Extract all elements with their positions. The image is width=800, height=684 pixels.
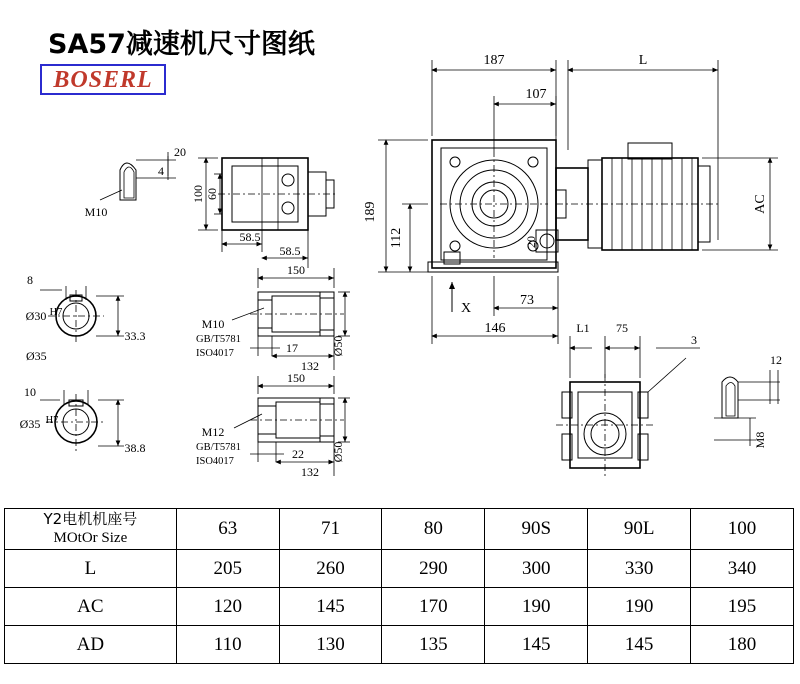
svg-text:8: 8 <box>27 273 33 287</box>
dim-AC <box>702 158 778 250</box>
table-row <box>5 588 794 626</box>
svg-text:107: 107 <box>525 87 547 102</box>
cell-AD-80: 135 <box>382 626 485 664</box>
cell-AC-71: 145 <box>279 588 382 626</box>
svg-text:73: 73 <box>520 293 534 308</box>
row-header-AD: AD <box>5 626 177 664</box>
marker-X <box>452 282 471 316</box>
cell-AD-100: 180 <box>691 626 794 664</box>
svg-text:Ø50: Ø50 <box>331 441 345 463</box>
svg-text:Ø35: Ø35 <box>26 349 47 363</box>
hollow-shaft-m12 <box>196 371 350 479</box>
cell-L-90s: 300 <box>485 550 588 588</box>
cell-AC-90l: 190 <box>588 588 691 626</box>
svg-text:22: 22 <box>292 447 304 461</box>
cell-AD-71: 130 <box>279 626 382 664</box>
dim-L-top <box>568 53 718 240</box>
cell-size-100: 100 <box>691 509 794 550</box>
svg-text:132: 132 <box>301 359 319 373</box>
svg-text:M8: M8 <box>753 431 767 449</box>
dim-73 <box>494 276 558 316</box>
spec-table <box>4 508 794 664</box>
eyebolt-detail <box>714 353 782 448</box>
cell-AD-90l: 145 <box>588 626 691 664</box>
svg-text:H7: H7 <box>49 307 63 318</box>
angle-20-label <box>524 236 538 248</box>
svg-text:Ø50: Ø50 <box>331 335 345 357</box>
svg-text:146: 146 <box>484 321 506 336</box>
cell-size-90s: 90S <box>485 509 588 550</box>
cell-AC-90s: 190 <box>485 588 588 626</box>
svg-text:132: 132 <box>301 465 319 479</box>
table-row <box>5 509 794 550</box>
svg-text:58.5: 58.5 <box>239 230 261 244</box>
cell-L-71: 260 <box>279 550 382 588</box>
svg-text:M12: M12 <box>201 425 225 439</box>
dim-112 <box>389 204 428 272</box>
svg-text:58.5: 58.5 <box>279 244 301 258</box>
svg-text:33.3: 33.3 <box>124 329 146 343</box>
cell-AD-63: 110 <box>176 626 279 664</box>
svg-text:189: 189 <box>363 201 378 223</box>
cell-L-90l: 330 <box>588 550 691 588</box>
main-assembly-view <box>428 140 718 272</box>
svg-text:150: 150 <box>287 263 305 277</box>
svg-text:H7: H7 <box>45 415 59 426</box>
svg-text:38.8: 38.8 <box>124 441 146 455</box>
row-header-AC: AC <box>5 588 177 626</box>
key-detail-view <box>85 145 186 219</box>
svg-text:10: 10 <box>24 385 36 399</box>
logo-text: BOSERL <box>53 67 153 93</box>
table-row <box>5 550 794 588</box>
table-row <box>5 626 794 664</box>
svg-text:ISO4017: ISO4017 <box>196 456 234 467</box>
svg-text:M10: M10 <box>201 317 225 331</box>
cell-L-100: 340 <box>691 550 794 588</box>
row-header-motor-size <box>5 509 177 550</box>
svg-text:20: 20 <box>174 145 186 159</box>
cell-size-63: 63 <box>176 509 279 550</box>
row-header-line2: MOtOr Size <box>53 530 128 546</box>
svg-text:20: 20 <box>524 236 538 248</box>
cell-size-90l: 90L <box>588 509 691 550</box>
dim-189 <box>363 140 428 272</box>
svg-text:187: 187 <box>483 53 505 68</box>
cell-AC-63: 120 <box>176 588 279 626</box>
svg-text:Ø30: Ø30 <box>25 309 47 323</box>
svg-text:112: 112 <box>389 227 404 249</box>
svg-text:3: 3 <box>691 333 697 347</box>
shaft-section-30 <box>26 273 146 363</box>
cell-L-63: 205 <box>176 550 279 588</box>
svg-text:L1: L1 <box>576 321 590 335</box>
svg-text:4: 4 <box>158 164 164 178</box>
flange-view <box>191 158 338 268</box>
rear-view <box>556 321 700 476</box>
svg-text:100: 100 <box>191 185 205 203</box>
svg-text:GB/T5781: GB/T5781 <box>196 442 241 453</box>
svg-text:17: 17 <box>286 341 298 355</box>
svg-text:150: 150 <box>287 371 305 385</box>
svg-text:60: 60 <box>205 188 219 200</box>
svg-text:L: L <box>638 53 648 68</box>
page-title: SA57减速机尺寸图纸 <box>48 29 315 60</box>
svg-text:GB/T5781: GB/T5781 <box>196 334 241 345</box>
svg-text:ISO4017: ISO4017 <box>196 348 234 359</box>
svg-text:75: 75 <box>616 321 628 335</box>
shaft-section-35 <box>20 385 146 455</box>
svg-text:Ø35: Ø35 <box>19 417 41 431</box>
row-header-L: L <box>5 550 177 588</box>
svg-text:12: 12 <box>770 353 782 367</box>
svg-text:X: X <box>460 301 472 316</box>
cell-L-80: 290 <box>382 550 485 588</box>
row-header-line1: Y2电机机座号 <box>43 510 138 528</box>
hollow-shaft-m10 <box>196 263 350 373</box>
cell-size-80: 80 <box>382 509 485 550</box>
cell-AD-90s: 145 <box>485 626 588 664</box>
cell-AC-100: 195 <box>691 588 794 626</box>
cell-AC-80: 170 <box>382 588 485 626</box>
cell-size-71: 71 <box>279 509 382 550</box>
dim-146 <box>432 276 558 344</box>
svg-text:AC: AC <box>753 194 768 214</box>
svg-text:M10: M10 <box>84 205 108 219</box>
